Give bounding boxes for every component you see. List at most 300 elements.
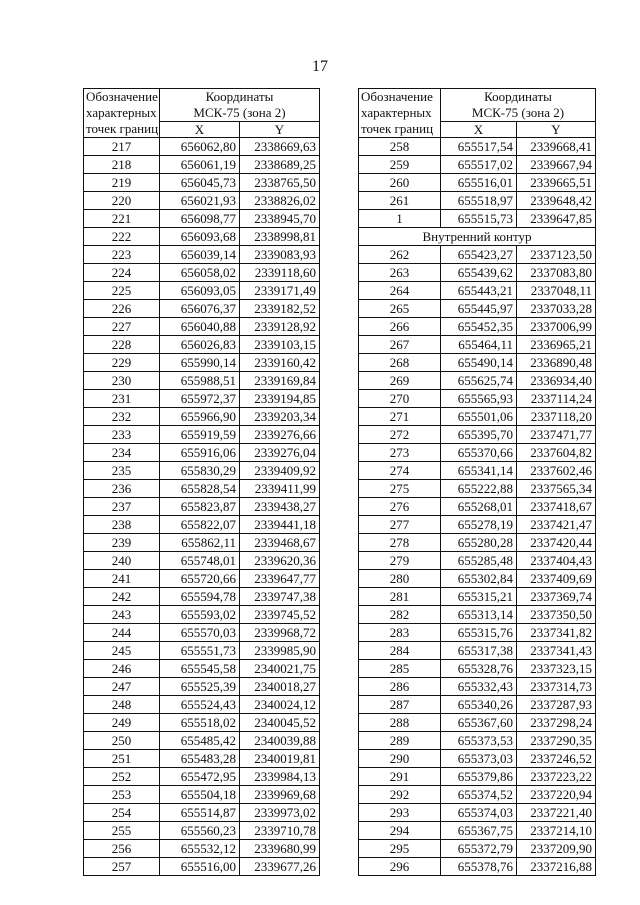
y-coordinate-cell: 2337604,82	[517, 444, 596, 462]
header-x: X	[441, 122, 517, 138]
x-coordinate-cell: 656061,19	[160, 156, 240, 174]
y-coordinate-cell: 2339747,38	[240, 588, 320, 606]
y-coordinate-cell: 2337246,52	[517, 750, 596, 768]
inner-contour-label: Внутренний контур	[359, 228, 596, 246]
x-coordinate-cell: 655514,87	[160, 804, 240, 822]
coordinates-table-right	[358, 88, 596, 876]
table-row	[84, 822, 320, 840]
point-number-cell: 280	[359, 570, 441, 588]
y-coordinate-cell: 2339083,93	[240, 246, 320, 264]
y-coordinate-cell: 2339710,78	[240, 822, 320, 840]
y-coordinate-cell: 2339973,02	[240, 804, 320, 822]
y-coordinate-cell: 2337341,82	[517, 624, 596, 642]
header-coordinates-title: Координаты	[484, 89, 552, 104]
point-number-cell: 286	[359, 678, 441, 696]
y-coordinate-cell: 2337409,69	[517, 570, 596, 588]
table-row	[359, 642, 596, 660]
x-coordinate-cell: 655302,84	[441, 570, 517, 588]
x-coordinate-cell: 655501,06	[441, 408, 517, 426]
y-coordinate-cell: 2339680,99	[240, 840, 320, 858]
header-designation-line: Обозначение	[361, 89, 433, 104]
table-row	[359, 588, 596, 606]
x-coordinate-cell: 655423,27	[441, 246, 517, 264]
table-row	[359, 462, 596, 480]
point-number-cell: 284	[359, 642, 441, 660]
point-number-cell: 234	[84, 444, 160, 462]
table-row	[359, 714, 596, 732]
table-row	[359, 390, 596, 408]
x-coordinate-cell: 655532,12	[160, 840, 240, 858]
table-row	[359, 138, 596, 156]
y-coordinate-cell: 2339411,99	[240, 480, 320, 498]
point-number-cell: 258	[359, 138, 441, 156]
point-number-cell: 279	[359, 552, 441, 570]
x-coordinate-cell: 656039,14	[160, 246, 240, 264]
table-row	[359, 282, 596, 300]
point-number-cell: 228	[84, 336, 160, 354]
x-coordinate-cell: 655317,38	[441, 642, 517, 660]
header-coordinate-system: МСК-75 (зона 2)	[193, 105, 286, 120]
x-coordinate-cell: 655919,59	[160, 426, 240, 444]
header-point-designation	[359, 89, 441, 138]
point-number-cell: 251	[84, 750, 160, 768]
table-row	[84, 282, 320, 300]
point-number-cell: 291	[359, 768, 441, 786]
point-number-cell: 265	[359, 300, 441, 318]
y-coordinate-cell: 2339169,84	[240, 372, 320, 390]
point-number-cell: 246	[84, 660, 160, 678]
table-row	[84, 390, 320, 408]
point-number-cell: 257	[84, 858, 160, 876]
table-row	[359, 840, 596, 858]
x-coordinate-cell: 655822,07	[160, 516, 240, 534]
y-coordinate-cell: 2337420,44	[517, 534, 596, 552]
y-coordinate-cell: 2338765,50	[240, 174, 320, 192]
point-number-cell: 264	[359, 282, 441, 300]
header-coordinates-title: Координаты	[205, 89, 274, 104]
right-table-body	[359, 138, 596, 876]
y-coordinate-cell: 2338826,02	[240, 192, 320, 210]
point-number-cell: 242	[84, 588, 160, 606]
point-number-cell: 276	[359, 498, 441, 516]
y-coordinate-cell: 2336890,48	[517, 354, 596, 372]
table-row	[359, 624, 596, 642]
x-coordinate-cell: 655445,97	[441, 300, 517, 318]
x-coordinate-cell: 655452,35	[441, 318, 517, 336]
left-table-body	[84, 138, 320, 876]
point-number-cell: 235	[84, 462, 160, 480]
point-number-cell: 252	[84, 768, 160, 786]
y-coordinate-cell: 2337216,88	[517, 858, 596, 876]
table-row	[359, 498, 596, 516]
table-row	[84, 696, 320, 714]
table-row	[84, 444, 320, 462]
table-row	[359, 858, 596, 876]
y-coordinate-cell: 2340018,27	[240, 678, 320, 696]
y-coordinate-cell: 2339182,52	[240, 300, 320, 318]
x-coordinate-cell: 655313,14	[441, 606, 517, 624]
table-row	[359, 246, 596, 264]
point-number-cell: 287	[359, 696, 441, 714]
y-coordinate-cell: 2337350,50	[517, 606, 596, 624]
point-number-cell: 275	[359, 480, 441, 498]
y-coordinate-cell: 2339968,72	[240, 624, 320, 642]
y-coordinate-cell: 2339620,36	[240, 552, 320, 570]
x-coordinate-cell: 655340,26	[441, 696, 517, 714]
y-coordinate-cell: 2339969,68	[240, 786, 320, 804]
y-coordinate-cell: 2337602,46	[517, 462, 596, 480]
point-number-cell: 295	[359, 840, 441, 858]
table-row	[84, 174, 320, 192]
y-coordinate-cell: 2339985,90	[240, 642, 320, 660]
y-coordinate-cell: 2337404,43	[517, 552, 596, 570]
table-row	[84, 318, 320, 336]
point-number-cell: 270	[359, 390, 441, 408]
x-coordinate-cell: 655504,18	[160, 786, 240, 804]
point-number-cell: 278	[359, 534, 441, 552]
x-coordinate-cell: 655830,29	[160, 462, 240, 480]
x-coordinate-cell: 655990,14	[160, 354, 240, 372]
table-row	[359, 786, 596, 804]
x-coordinate-cell: 655828,54	[160, 480, 240, 498]
y-coordinate-cell: 2339677,26	[240, 858, 320, 876]
table-row	[359, 516, 596, 534]
point-number-cell: 266	[359, 318, 441, 336]
point-number-cell: 254	[84, 804, 160, 822]
point-number-cell: 239	[84, 534, 160, 552]
y-coordinate-cell: 2339647,77	[240, 570, 320, 588]
x-coordinate-cell: 655972,37	[160, 390, 240, 408]
point-number-cell: 223	[84, 246, 160, 264]
y-coordinate-cell: 2339468,67	[240, 534, 320, 552]
x-coordinate-cell: 655379,86	[441, 768, 517, 786]
point-number-cell: 271	[359, 408, 441, 426]
y-coordinate-cell: 2338945,70	[240, 210, 320, 228]
y-coordinate-cell: 2337223,22	[517, 768, 596, 786]
table-row	[84, 462, 320, 480]
header-coordinate-system: МСК-75 (зона 2)	[471, 105, 565, 120]
x-coordinate-cell: 656026,83	[160, 336, 240, 354]
y-coordinate-cell: 2337221,40	[517, 804, 596, 822]
point-number-cell: 238	[84, 516, 160, 534]
y-coordinate-cell: 2339441,18	[240, 516, 320, 534]
point-number-cell: 289	[359, 732, 441, 750]
header-y: Y	[240, 122, 320, 138]
point-number-cell: 217	[84, 138, 160, 156]
point-number-cell: 273	[359, 444, 441, 462]
y-coordinate-cell: 2337220,94	[517, 786, 596, 804]
x-coordinate-cell: 655285,48	[441, 552, 517, 570]
x-coordinate-cell: 655823,87	[160, 498, 240, 516]
x-coordinate-cell: 656021,93	[160, 192, 240, 210]
x-coordinate-cell: 655485,42	[160, 732, 240, 750]
x-coordinate-cell: 656045,73	[160, 174, 240, 192]
y-coordinate-cell: 2337033,28	[517, 300, 596, 318]
y-coordinate-cell: 2339438,27	[240, 498, 320, 516]
header-designation-line: точек границ	[361, 121, 434, 136]
x-coordinate-cell: 655748,01	[160, 552, 240, 570]
table-row	[84, 354, 320, 372]
x-coordinate-cell: 655483,28	[160, 750, 240, 768]
x-coordinate-cell: 655988,51	[160, 372, 240, 390]
point-number-cell: 274	[359, 462, 441, 480]
point-number-cell: 221	[84, 210, 160, 228]
header-designation-line: характерных	[86, 105, 157, 120]
point-number-cell: 224	[84, 264, 160, 282]
y-coordinate-cell: 2337421,47	[517, 516, 596, 534]
y-coordinate-cell: 2339984,13	[240, 768, 320, 786]
x-coordinate-cell: 655395,70	[441, 426, 517, 444]
table-row	[359, 696, 596, 714]
x-coordinate-cell: 655515,73	[441, 210, 517, 228]
x-coordinate-cell: 656093,05	[160, 282, 240, 300]
y-coordinate-cell: 2337214,10	[517, 822, 596, 840]
point-number-cell: 247	[84, 678, 160, 696]
y-coordinate-cell: 2337418,67	[517, 498, 596, 516]
table-row	[359, 534, 596, 552]
page-number: 17	[312, 58, 328, 75]
table-row	[84, 786, 320, 804]
table-row	[84, 678, 320, 696]
table-row	[84, 516, 320, 534]
table-row	[359, 318, 596, 336]
x-coordinate-cell: 655280,28	[441, 534, 517, 552]
x-coordinate-cell: 655862,11	[160, 534, 240, 552]
x-coordinate-cell: 655516,01	[441, 174, 517, 192]
x-coordinate-cell: 655560,23	[160, 822, 240, 840]
x-coordinate-cell: 655341,14	[441, 462, 517, 480]
x-coordinate-cell: 655518,97	[441, 192, 517, 210]
table-row	[84, 570, 320, 588]
x-coordinate-cell: 655370,66	[441, 444, 517, 462]
point-number-cell: 296	[359, 858, 441, 876]
y-coordinate-cell: 2337369,74	[517, 588, 596, 606]
table-row	[359, 552, 596, 570]
table-row	[84, 264, 320, 282]
x-coordinate-cell: 655222,88	[441, 480, 517, 498]
y-coordinate-cell: 2339647,85	[517, 210, 596, 228]
coordinates-table-left	[83, 88, 320, 876]
y-coordinate-cell: 2339103,15	[240, 336, 320, 354]
point-number-cell: 294	[359, 822, 441, 840]
y-coordinate-cell: 2339276,66	[240, 426, 320, 444]
y-coordinate-cell: 2337123,50	[517, 246, 596, 264]
y-coordinate-cell: 2340024,12	[240, 696, 320, 714]
y-coordinate-cell: 2337471,77	[517, 426, 596, 444]
point-number-cell: 290	[359, 750, 441, 768]
x-coordinate-cell: 656093,68	[160, 228, 240, 246]
table-row	[359, 192, 596, 210]
table-row	[84, 858, 320, 876]
x-coordinate-cell: 655443,21	[441, 282, 517, 300]
table-row	[84, 804, 320, 822]
x-coordinate-cell: 655374,52	[441, 786, 517, 804]
x-coordinate-cell: 655966,90	[160, 408, 240, 426]
x-coordinate-cell: 655268,01	[441, 498, 517, 516]
y-coordinate-cell: 2337314,73	[517, 678, 596, 696]
point-number-cell: 263	[359, 264, 441, 282]
table-row	[359, 660, 596, 678]
y-coordinate-cell: 2339648,42	[517, 192, 596, 210]
table-row	[359, 606, 596, 624]
y-coordinate-cell: 2340021,75	[240, 660, 320, 678]
point-number-cell: 218	[84, 156, 160, 174]
x-coordinate-cell: 656098,77	[160, 210, 240, 228]
x-coordinate-cell: 655545,58	[160, 660, 240, 678]
point-number-cell: 259	[359, 156, 441, 174]
point-number-cell: 285	[359, 660, 441, 678]
point-number-cell: 256	[84, 840, 160, 858]
point-number-cell: 219	[84, 174, 160, 192]
table-row	[84, 336, 320, 354]
point-number-cell: 1	[359, 210, 441, 228]
point-number-cell: 261	[359, 192, 441, 210]
point-number-cell: 255	[84, 822, 160, 840]
x-coordinate-cell: 655472,95	[160, 768, 240, 786]
table-row	[84, 552, 320, 570]
table-row	[359, 570, 596, 588]
table-row	[84, 192, 320, 210]
point-number-cell: 240	[84, 552, 160, 570]
header-point-designation	[84, 89, 160, 138]
point-number-cell: 248	[84, 696, 160, 714]
table-row	[359, 174, 596, 192]
point-number-cell: 269	[359, 372, 441, 390]
point-number-cell: 243	[84, 606, 160, 624]
y-coordinate-cell: 2339118,60	[240, 264, 320, 282]
x-coordinate-cell: 655518,02	[160, 714, 240, 732]
point-number-cell: 230	[84, 372, 160, 390]
x-coordinate-cell: 655315,21	[441, 588, 517, 606]
y-coordinate-cell: 2339160,42	[240, 354, 320, 372]
table-row	[84, 408, 320, 426]
y-coordinate-cell: 2339665,51	[517, 174, 596, 192]
y-coordinate-cell: 2337083,80	[517, 264, 596, 282]
y-coordinate-cell: 2338998,81	[240, 228, 320, 246]
point-number-cell: 282	[359, 606, 441, 624]
x-coordinate-cell: 655373,53	[441, 732, 517, 750]
x-coordinate-cell: 655328,76	[441, 660, 517, 678]
table-row	[359, 336, 596, 354]
y-coordinate-cell: 2340045,52	[240, 714, 320, 732]
y-coordinate-cell: 2337118,20	[517, 408, 596, 426]
table-row	[359, 426, 596, 444]
point-number-cell: 245	[84, 642, 160, 660]
y-coordinate-cell: 2337323,15	[517, 660, 596, 678]
table-row	[84, 300, 320, 318]
point-number-cell: 292	[359, 786, 441, 804]
point-number-cell: 222	[84, 228, 160, 246]
table-row	[84, 480, 320, 498]
x-coordinate-cell: 655490,14	[441, 354, 517, 372]
y-coordinate-cell: 2339194,85	[240, 390, 320, 408]
point-number-cell: 249	[84, 714, 160, 732]
x-coordinate-cell: 655367,75	[441, 822, 517, 840]
table-row	[84, 642, 320, 660]
table-row	[359, 408, 596, 426]
point-number-cell: 226	[84, 300, 160, 318]
table-row	[359, 300, 596, 318]
table-row	[84, 138, 320, 156]
point-number-cell: 232	[84, 408, 160, 426]
section-row-inner-contour	[359, 228, 596, 246]
point-number-cell: 250	[84, 732, 160, 750]
y-coordinate-cell: 2337298,24	[517, 714, 596, 732]
x-coordinate-cell: 655524,43	[160, 696, 240, 714]
point-number-cell: 277	[359, 516, 441, 534]
x-coordinate-cell: 655315,76	[441, 624, 517, 642]
x-coordinate-cell: 656076,37	[160, 300, 240, 318]
point-number-cell: 260	[359, 174, 441, 192]
point-number-cell: 281	[359, 588, 441, 606]
y-coordinate-cell: 2336934,40	[517, 372, 596, 390]
point-number-cell: 244	[84, 624, 160, 642]
x-coordinate-cell: 655916,06	[160, 444, 240, 462]
y-coordinate-cell: 2337048,11	[517, 282, 596, 300]
y-coordinate-cell: 2338689,25	[240, 156, 320, 174]
y-coordinate-cell: 2340039,88	[240, 732, 320, 750]
y-coordinate-cell: 2337287,93	[517, 696, 596, 714]
table-row	[84, 750, 320, 768]
y-coordinate-cell: 2339668,41	[517, 138, 596, 156]
table-row	[84, 246, 320, 264]
x-coordinate-cell: 656062,80	[160, 138, 240, 156]
y-coordinate-cell: 2339128,92	[240, 318, 320, 336]
y-coordinate-cell: 2337290,35	[517, 732, 596, 750]
table-row	[84, 840, 320, 858]
table-row	[84, 624, 320, 642]
point-number-cell: 283	[359, 624, 441, 642]
table-row	[84, 156, 320, 174]
header-designation-line: Обозначение	[86, 89, 158, 104]
point-number-cell: 225	[84, 282, 160, 300]
y-coordinate-cell: 2339171,49	[240, 282, 320, 300]
x-coordinate-cell: 655439,62	[441, 264, 517, 282]
x-coordinate-cell: 655278,19	[441, 516, 517, 534]
table-row	[84, 588, 320, 606]
point-number-cell: 231	[84, 390, 160, 408]
x-coordinate-cell: 655378,76	[441, 858, 517, 876]
x-coordinate-cell: 655374,03	[441, 804, 517, 822]
table-row	[84, 534, 320, 552]
header-coordinates	[441, 89, 596, 122]
y-coordinate-cell: 2337341,43	[517, 642, 596, 660]
x-coordinate-cell: 655593,02	[160, 606, 240, 624]
table-row	[359, 264, 596, 282]
table-row	[359, 480, 596, 498]
point-number-cell: 233	[84, 426, 160, 444]
point-number-cell: 227	[84, 318, 160, 336]
x-coordinate-cell: 655517,02	[441, 156, 517, 174]
y-coordinate-cell: 2339409,92	[240, 462, 320, 480]
x-coordinate-cell: 655720,66	[160, 570, 240, 588]
point-number-cell: 220	[84, 192, 160, 210]
table-row	[359, 822, 596, 840]
x-coordinate-cell: 655570,03	[160, 624, 240, 642]
x-coordinate-cell: 655373,03	[441, 750, 517, 768]
table-row	[359, 678, 596, 696]
table-row	[84, 228, 320, 246]
x-coordinate-cell: 656040,88	[160, 318, 240, 336]
header-y: Y	[517, 122, 596, 138]
x-coordinate-cell: 655525,39	[160, 678, 240, 696]
x-coordinate-cell: 655551,73	[160, 642, 240, 660]
x-coordinate-cell: 655516,00	[160, 858, 240, 876]
table-row	[84, 426, 320, 444]
y-coordinate-cell: 2337209,90	[517, 840, 596, 858]
x-coordinate-cell: 656058,02	[160, 264, 240, 282]
point-number-cell: 241	[84, 570, 160, 588]
